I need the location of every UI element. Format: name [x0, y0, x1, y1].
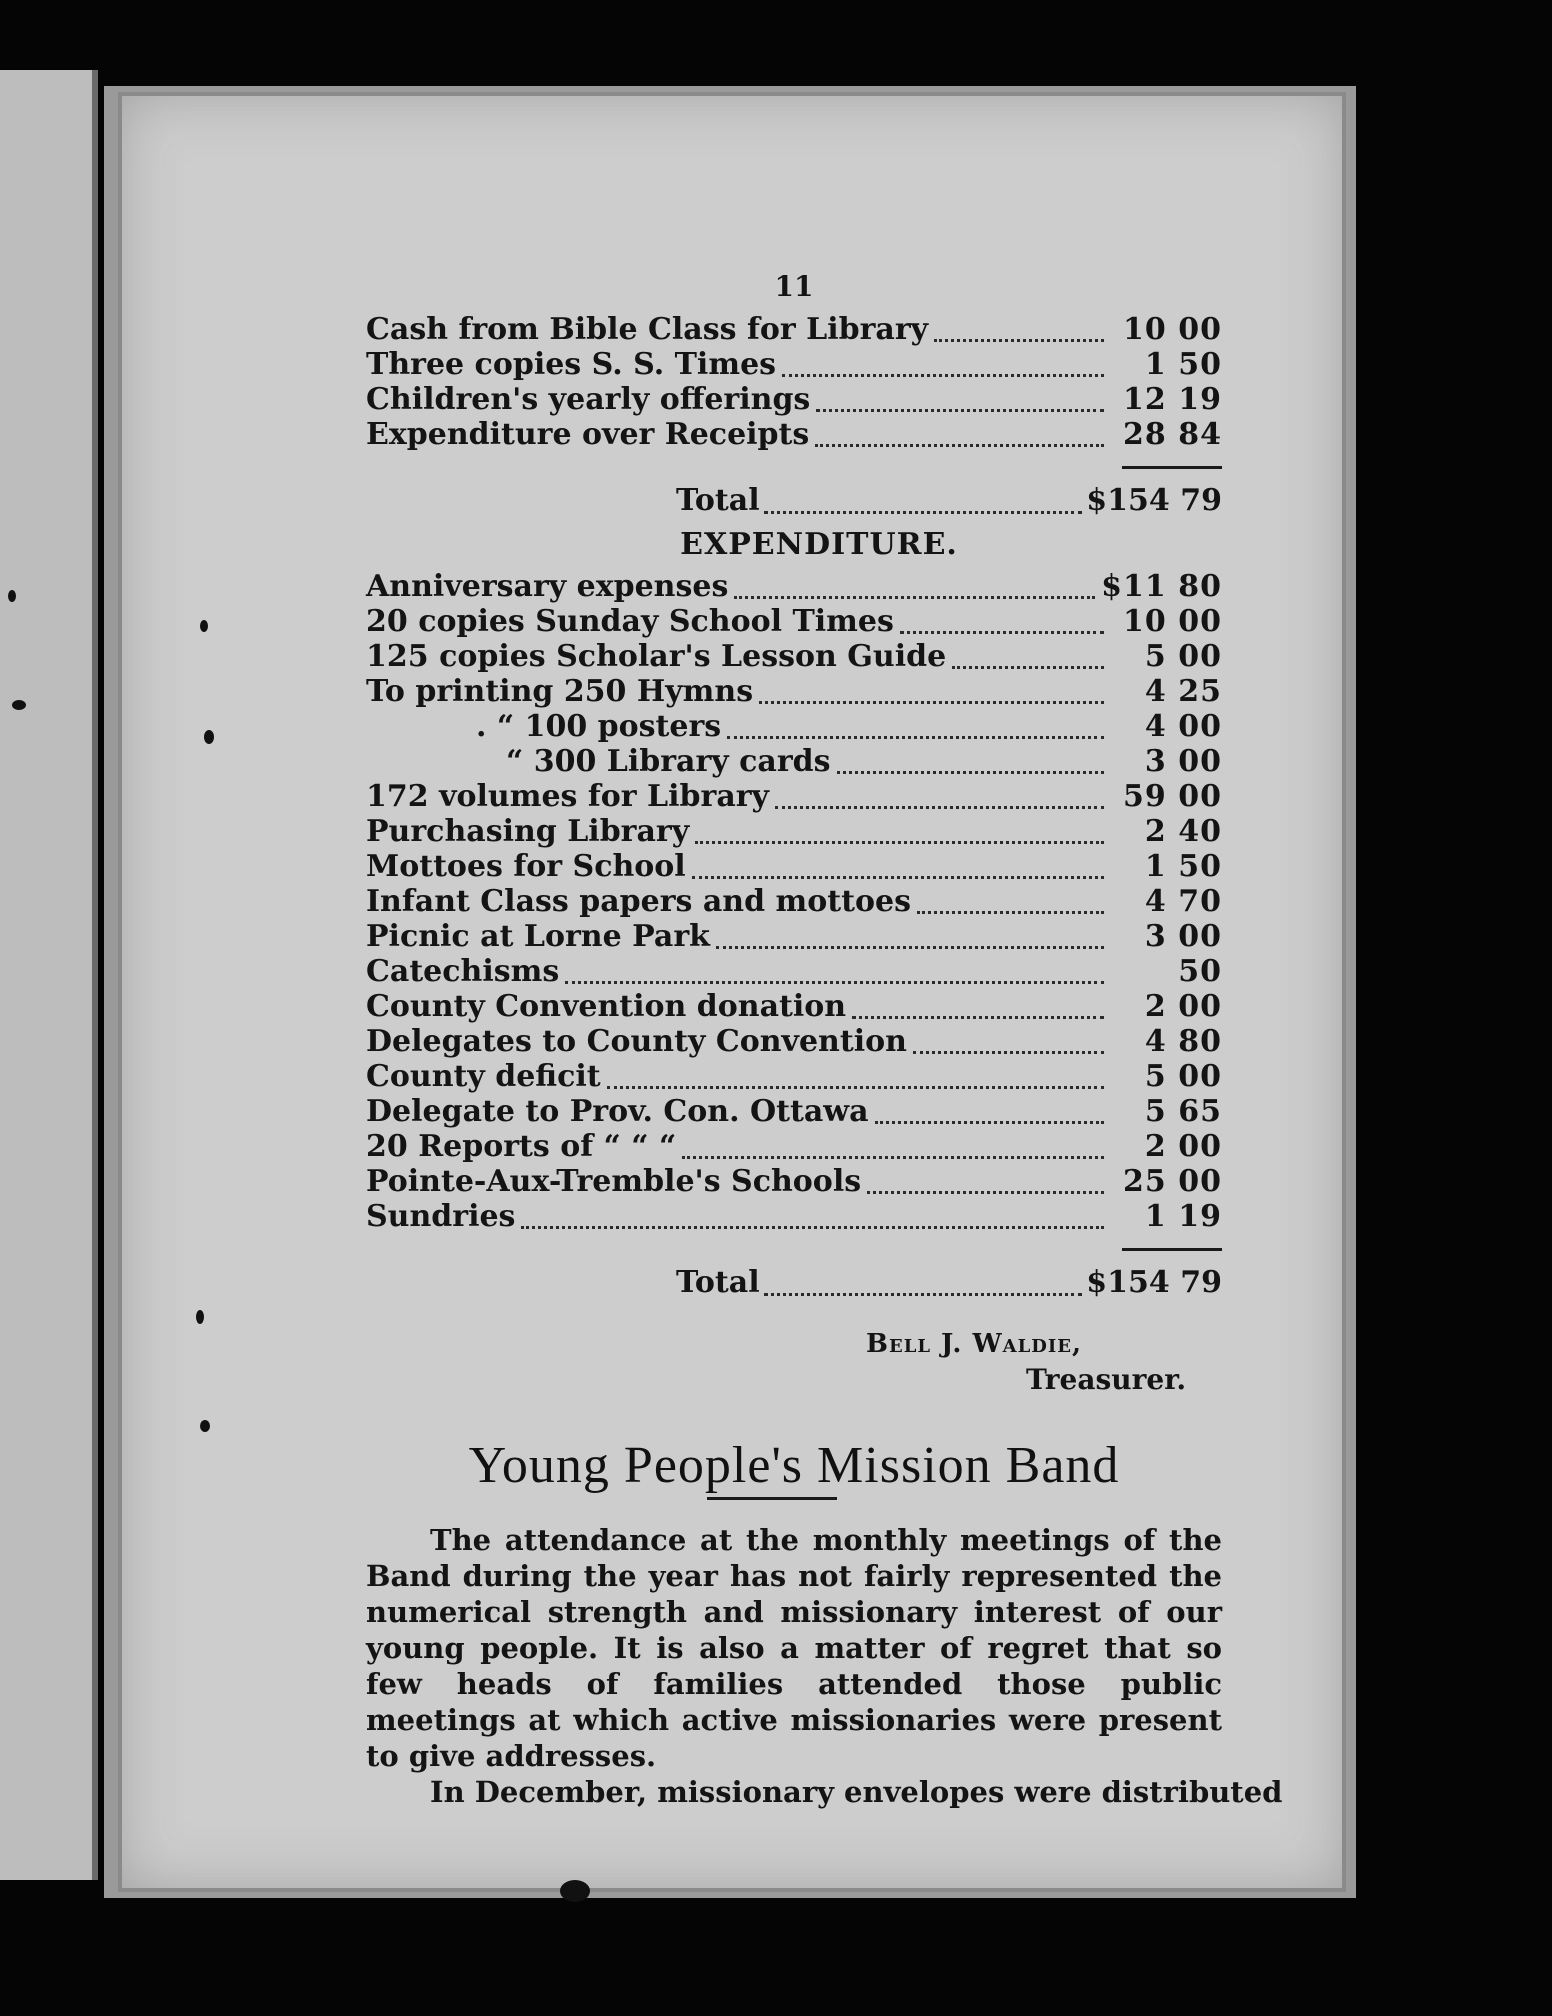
expenditure-row — [366, 674, 1222, 709]
expenditure-amount: 4 70 — [1144, 884, 1222, 919]
expenditure-row — [366, 744, 1222, 779]
leader-dots — [837, 749, 1104, 774]
expenditure-row — [366, 639, 1222, 674]
leader-dots — [682, 1134, 1104, 1159]
expenditure-amount: 1 19 — [1144, 1199, 1222, 1234]
ink-speck — [204, 730, 214, 744]
expenditure-row — [366, 1164, 1222, 1199]
expenditure-label: 172 volumes for Library — [366, 779, 769, 814]
expenditure-row — [366, 954, 1222, 989]
expenditure-amount: 2 00 — [1144, 1129, 1222, 1164]
leader-dots — [815, 422, 1104, 447]
expenditure-row — [366, 884, 1222, 919]
body-paragraph: The attendance at the monthly meetings of the Band during the year has not fairly represented the numerical strength and missionary interest of our young people. It is also a matter of regret that so few heads of families attended those public meetings at which active missionaries were present to give addresses. — [366, 1523, 1222, 1773]
leader-dots — [695, 819, 1104, 844]
expenditure-amount: 25 00 — [1123, 1164, 1222, 1199]
expenditure-row — [366, 849, 1222, 884]
sum-rule — [1122, 1248, 1222, 1251]
expenditure-label: Picnic at Lorne Park — [366, 919, 710, 954]
receipt-label: Expenditure over Receipts — [366, 417, 810, 452]
section-title: Young People's Mission Band — [468, 1437, 1120, 1494]
expenditure-label: Infant Class papers and mottoes — [366, 884, 911, 919]
expenditure-label: Anniversary expenses — [366, 569, 729, 604]
receipt-row — [366, 347, 1222, 382]
expenditure-row — [366, 989, 1222, 1024]
expenditure-row — [366, 569, 1222, 604]
total-amount: $154 79 — [1086, 1265, 1222, 1300]
expenditure-label: Pointe-Aux-Tremble's Schools — [366, 1164, 862, 1199]
leader-dots — [759, 679, 1104, 704]
ink-speck — [200, 1420, 210, 1432]
leader-dots — [934, 317, 1104, 342]
leader-dots — [764, 1271, 1083, 1296]
expenditure-label: Delegate to Prov. Con. Ottawa — [366, 1094, 869, 1129]
expenditure-label: County Convention donation — [366, 989, 847, 1024]
title-underline — [707, 1497, 837, 1500]
leader-dots — [607, 1064, 1104, 1089]
expenditure-amount: 2 00 — [1144, 989, 1222, 1024]
leader-dots — [775, 784, 1104, 809]
ink-speck — [560, 1880, 590, 1902]
expenditure-label: Purchasing Library — [366, 814, 690, 849]
expenditure-amount: 4 25 — [1144, 674, 1222, 709]
expenditure-label: County deficit — [366, 1059, 601, 1094]
expenditure-total-row — [366, 1265, 1222, 1301]
total-label: Total — [676, 1265, 760, 1300]
expenditure-label: Sundries — [366, 1199, 516, 1234]
leader-dots — [875, 1099, 1104, 1124]
receipt-amount: 12 19 — [1123, 382, 1222, 417]
expenditure-label: 20 Reports of “ “ “ — [366, 1129, 677, 1164]
expenditure-row — [366, 779, 1222, 814]
expenditure-amount: 5 65 — [1144, 1094, 1222, 1129]
receipt-row — [366, 382, 1222, 417]
expenditure-heading: EXPENDITURE. — [680, 527, 958, 562]
expenditure-amount: 2 40 — [1144, 814, 1222, 849]
receipt-label: Three copies S. S. Times — [366, 347, 777, 382]
receipt-amount: 1 50 — [1144, 347, 1222, 382]
expenditure-label: 20 copies Sunday School Times — [366, 604, 894, 639]
expenditure-amount: 5 00 — [1144, 1059, 1222, 1094]
expenditure-amount: 59 00 — [1123, 779, 1222, 814]
expenditure-row — [366, 1199, 1222, 1234]
expenditure-label: Catechisms — [366, 954, 560, 989]
expenditure-amount: 3 00 — [1144, 919, 1222, 954]
leader-dots — [852, 994, 1104, 1019]
expenditure-row — [366, 1024, 1222, 1059]
expenditure-row — [366, 604, 1222, 639]
page-number: 11 — [774, 270, 814, 303]
leader-dots — [917, 889, 1104, 914]
ink-speck — [196, 1310, 204, 1324]
leader-dots — [816, 387, 1104, 412]
expenditure-amount: 10 00 — [1123, 604, 1222, 639]
treasurer-title: Treasurer. — [1026, 1363, 1187, 1396]
leader-dots — [764, 489, 1083, 514]
expenditure-row — [366, 814, 1222, 849]
facing-page-edge — [0, 70, 98, 1880]
ink-speck — [8, 590, 16, 602]
expenditure-row — [366, 709, 1222, 744]
total-label: Total — [676, 483, 760, 518]
leader-dots — [900, 609, 1104, 634]
leader-dots — [913, 1029, 1104, 1054]
expenditure-label: Mottoes for School — [366, 849, 686, 884]
expenditure-amount: 1 50 — [1144, 849, 1222, 884]
expenditure-amount: $11 80 — [1101, 569, 1222, 604]
leader-dots — [716, 924, 1104, 949]
leader-dots — [952, 644, 1104, 669]
leader-dots — [565, 959, 1104, 984]
receipt-row — [366, 312, 1222, 347]
expenditure-row — [366, 919, 1222, 954]
expenditure-amount: 4 00 — [1144, 709, 1222, 744]
leader-dots — [692, 854, 1104, 879]
body-paragraph: In December, missionary envelopes were distributed — [430, 1775, 1283, 1809]
receipt-row — [366, 417, 1222, 452]
receipt-label: Cash from Bible Class for Library — [366, 312, 929, 347]
ink-speck — [12, 700, 26, 710]
expenditure-label: “ 300 Library cards — [506, 744, 831, 779]
leader-dots — [734, 574, 1095, 599]
expenditure-label: Delegates to County Convention — [366, 1024, 907, 1059]
leader-dots — [521, 1204, 1104, 1229]
expenditure-label: . “ 100 posters — [476, 709, 722, 744]
receipt-label: Children's yearly offerings — [366, 382, 811, 417]
leader-dots — [867, 1169, 1104, 1194]
sum-rule — [1122, 466, 1222, 469]
receipt-amount: 28 84 — [1123, 417, 1222, 452]
page-content — [366, 270, 1283, 1810]
expenditure-amount: 50 — [1178, 954, 1222, 989]
expenditure-label: To printing 250 Hymns — [366, 674, 754, 709]
leader-dots — [727, 714, 1104, 739]
treasurer-name: Bell J. Waldie, — [866, 1329, 1083, 1359]
ink-speck — [200, 620, 208, 632]
receipts-total-row — [366, 483, 1222, 519]
expenditure-row — [366, 1059, 1222, 1094]
expenditure-list — [366, 569, 1222, 1234]
expenditure-label: 125 copies Scholar's Lesson Guide — [366, 639, 947, 674]
receipts-list — [366, 312, 1222, 452]
expenditure-amount: 3 00 — [1144, 744, 1222, 779]
expenditure-row — [366, 1129, 1222, 1164]
leader-dots — [782, 352, 1104, 377]
expenditure-amount: 4 80 — [1144, 1024, 1222, 1059]
receipt-amount: 10 00 — [1123, 312, 1222, 347]
expenditure-row — [366, 1094, 1222, 1129]
total-amount: $154 79 — [1086, 483, 1222, 518]
expenditure-amount: 5 00 — [1144, 639, 1222, 674]
